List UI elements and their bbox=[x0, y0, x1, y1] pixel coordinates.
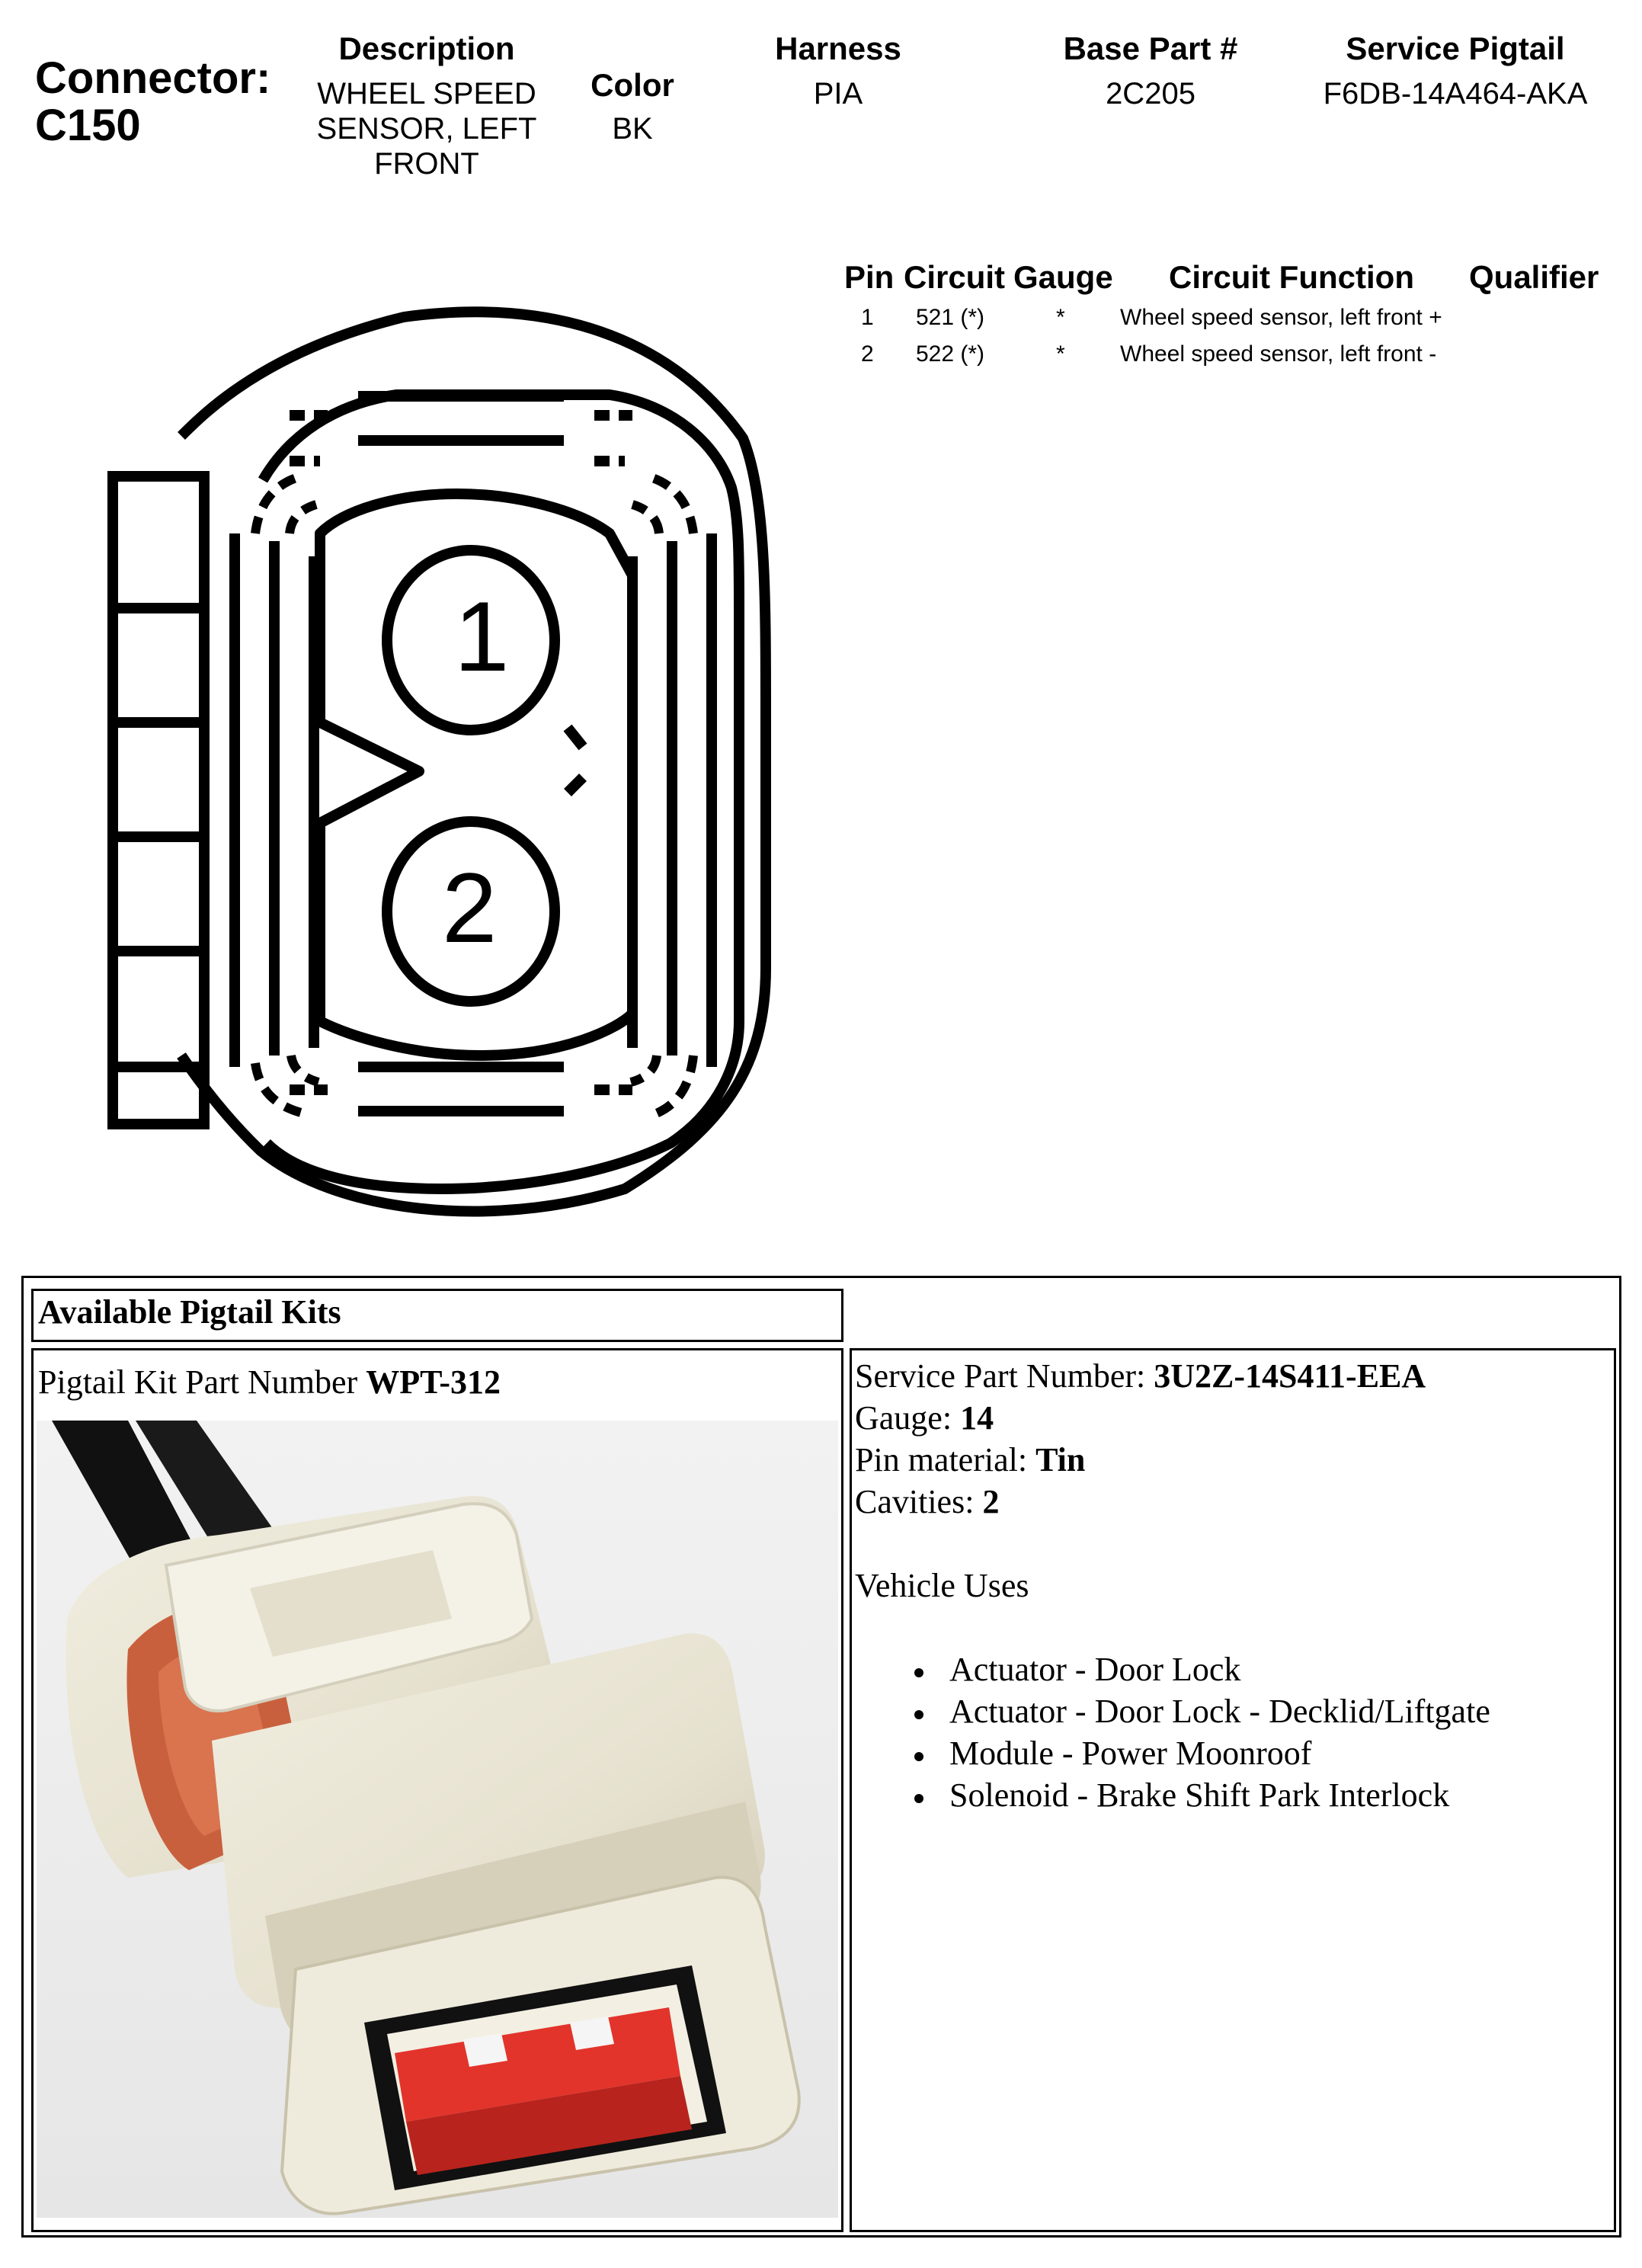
connector-id: C150 bbox=[35, 101, 141, 150]
vehicle-uses-heading: Vehicle Uses bbox=[855, 1567, 1029, 1604]
base-part-header: Base Part # bbox=[1063, 30, 1238, 66]
description-header: Description bbox=[338, 30, 515, 66]
row-1-function: Wheel speed sensor, left front + bbox=[1120, 305, 1442, 330]
vehicle-uses-list bbox=[949, 1648, 1611, 1816]
qualifier-header: Qualifier bbox=[1469, 259, 1599, 295]
service-pigtail-header: Service Pigtail bbox=[1346, 30, 1565, 66]
description-line-1: WHEEL SPEED bbox=[317, 77, 536, 111]
vehicle-use-text: Actuator - Door Lock bbox=[949, 1651, 1241, 1688]
connector-face-diagram bbox=[91, 305, 777, 1219]
pin-material-label: Pin material: bbox=[855, 1441, 1036, 1478]
side-latch bbox=[113, 476, 204, 1124]
kit-number-label: Pigtail Kit Part Number bbox=[38, 1363, 366, 1401]
vehicle-use-text: Module - Power Moonroof bbox=[949, 1735, 1312, 1772]
bullet-icon bbox=[914, 1668, 923, 1677]
circuit-header: Circuit bbox=[904, 259, 1006, 295]
cavities-value: 2 bbox=[982, 1483, 1000, 1520]
pigtail-section-title: Available Pigtail Kits bbox=[38, 1293, 341, 1331]
row-2-function: Wheel speed sensor, left front - bbox=[1120, 341, 1437, 367]
pigtail-title-cell bbox=[31, 1289, 843, 1342]
pigtail-kit-cell bbox=[31, 1348, 843, 2232]
list-item bbox=[949, 1732, 1611, 1774]
color-header: Color bbox=[591, 67, 674, 103]
harness-column bbox=[747, 30, 930, 111]
cavity-1-label: 1 bbox=[454, 581, 510, 692]
bullet-icon bbox=[914, 1752, 923, 1761]
service-pigtail-column bbox=[1295, 30, 1615, 111]
cavity-2-label: 2 bbox=[442, 852, 498, 963]
bullet-icon bbox=[914, 1710, 923, 1719]
cavity-outline bbox=[320, 494, 632, 1056]
description-line-3: FRONT bbox=[374, 147, 479, 181]
connector-label: Connector: bbox=[35, 53, 271, 103]
row-1-gauge: * bbox=[1056, 305, 1065, 330]
polarization-marks bbox=[568, 728, 583, 793]
pin-header: Pin bbox=[844, 259, 895, 295]
row-1-circuit: 521 (*) bbox=[916, 305, 985, 330]
list-item bbox=[949, 1648, 1611, 1690]
circuit-function-header: Circuit Function bbox=[1169, 259, 1414, 295]
kit-number-value: WPT-312 bbox=[366, 1363, 501, 1401]
list-item bbox=[949, 1774, 1611, 1816]
kit-number-line bbox=[34, 1350, 841, 1403]
cavities-line bbox=[855, 1481, 1611, 1523]
row-2-gauge: * bbox=[1056, 341, 1065, 367]
base-part-value: 2C205 bbox=[1106, 77, 1195, 111]
vehicle-use-text: Actuator - Door Lock - Decklid/Liftgate bbox=[949, 1693, 1490, 1730]
gauge-header: Gauge bbox=[1013, 259, 1113, 295]
gauge-line bbox=[855, 1397, 1611, 1439]
gauge-value: 14 bbox=[960, 1399, 994, 1437]
cavities-label: Cavities: bbox=[855, 1483, 983, 1520]
row-2-pin: 2 bbox=[861, 341, 874, 367]
row-1-pin: 1 bbox=[861, 305, 874, 330]
harness-value: PIA bbox=[813, 77, 863, 111]
vehicle-use-text: Solenoid - Brake Shift Park Interlock bbox=[949, 1776, 1450, 1814]
service-part-line bbox=[855, 1355, 1611, 1397]
base-part-column bbox=[1029, 30, 1272, 111]
pigtail-kit-table bbox=[21, 1276, 1621, 2238]
list-item bbox=[949, 1690, 1611, 1732]
description-line-2: SENSOR, LEFT bbox=[316, 112, 537, 146]
pigtail-details-cell bbox=[850, 1348, 1616, 2232]
bullet-icon bbox=[914, 1794, 923, 1803]
service-part-value: 3U2Z-14S411-EEA bbox=[1154, 1357, 1426, 1395]
service-pigtail-value: F6DB-14A464-AKA bbox=[1323, 77, 1588, 111]
service-part-label: Service Part Number: bbox=[855, 1357, 1154, 1395]
description-column bbox=[290, 30, 564, 181]
gauge-label: Gauge: bbox=[855, 1399, 961, 1437]
pin-material-line bbox=[855, 1439, 1611, 1481]
color-value: BK bbox=[612, 112, 653, 146]
row-2-circuit: 522 (*) bbox=[916, 341, 985, 367]
pin-material-value: Tin bbox=[1035, 1441, 1086, 1478]
harness-header: Harness bbox=[775, 30, 901, 66]
color-column bbox=[571, 67, 693, 146]
pigtail-connector-photo bbox=[37, 1421, 838, 2218]
connector-title bbox=[35, 55, 270, 149]
